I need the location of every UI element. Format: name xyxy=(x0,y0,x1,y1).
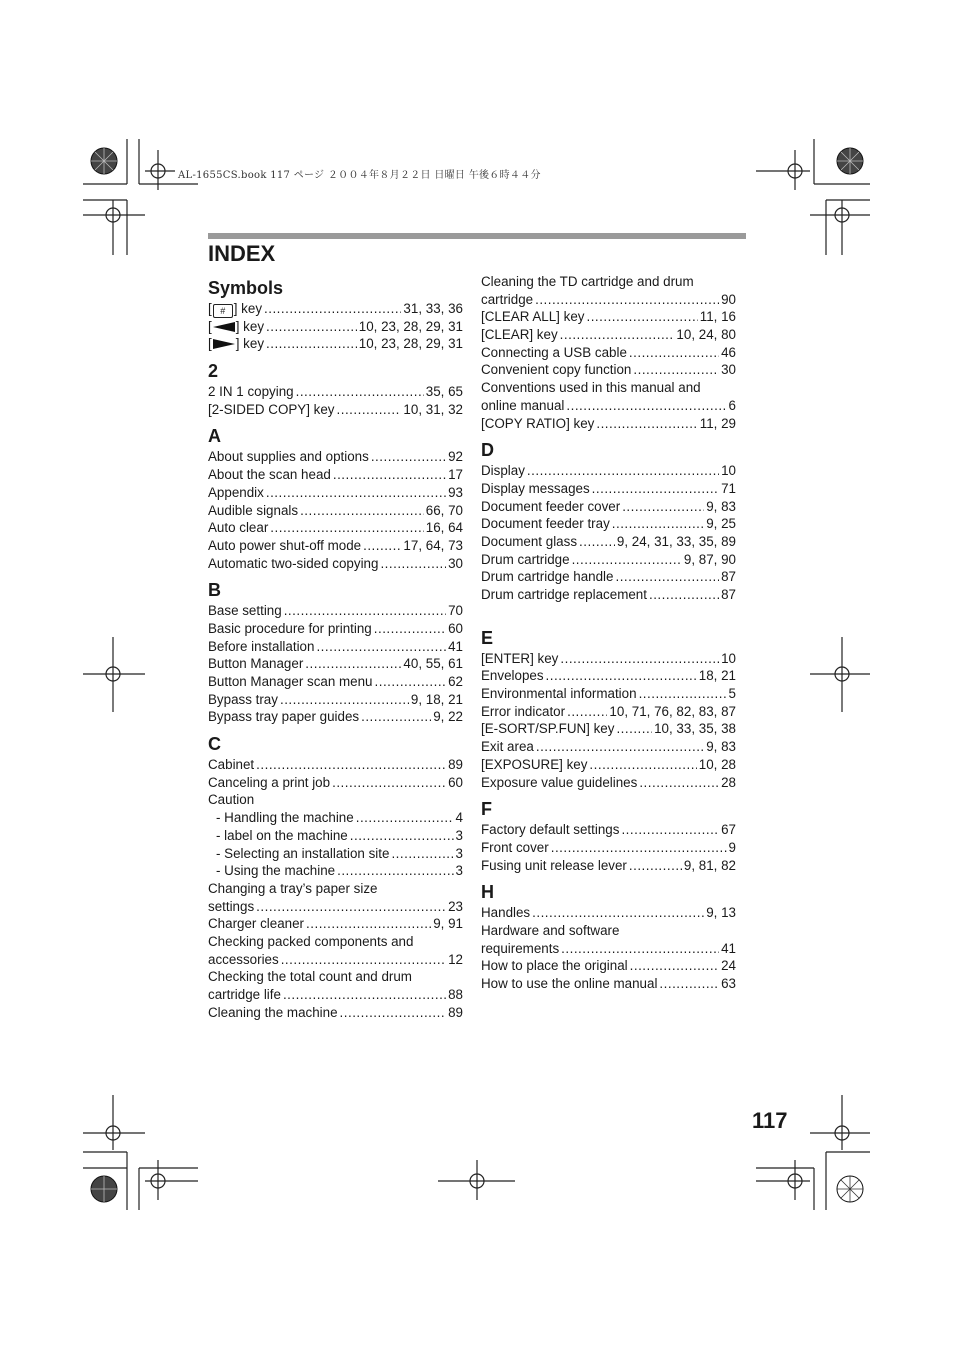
right-arrow-key-icon xyxy=(212,338,236,349)
index-entry: Display ..... 10 xyxy=(481,462,736,480)
section-h xyxy=(481,880,736,992)
section-a xyxy=(208,424,463,572)
index-entry: accessories ..... 12 xyxy=(208,951,463,969)
section-heading: Symbols xyxy=(208,278,284,298)
index-entry: How to place the original ..... 24 xyxy=(481,957,736,975)
index-entry: Basic procedure for printing ..... 60 xyxy=(208,620,463,638)
section-heading: B xyxy=(208,580,221,601)
index-entry: Automatic two-sided copying ..... 30 xyxy=(208,555,463,573)
title-rule xyxy=(208,233,746,239)
index-subentry: - Handling the machine ..... 4 xyxy=(208,809,463,827)
index-entry: About supplies and options ..... 92 xyxy=(208,448,463,466)
index-subentry: - label on the machine ..... 3 xyxy=(208,827,463,845)
index-entry: Convenient copy function ..... 30 xyxy=(481,361,736,379)
section-heading: C xyxy=(208,734,221,755)
index-entry: Exposure value guidelines ..... 28 xyxy=(481,774,736,792)
print-info-line: AL-1655CS.book 117 ページ ２００４年８月２２日 日曜日 午後６時４４分 xyxy=(178,170,541,181)
page-refs: 10, 23, 28, 29, 31 xyxy=(358,318,463,334)
section-d xyxy=(481,438,736,604)
left-arrow-key-icon xyxy=(212,321,236,332)
index-entry: cartridge life ..... 88 xyxy=(208,986,463,1004)
index-entry: Canceling a print job ..... 60 xyxy=(208,774,463,792)
page-refs: 10, 23, 28, 29, 31 xyxy=(358,336,463,352)
index-entry: [ ] key ..... 10, 23, 28, 29, 31 xyxy=(208,335,463,353)
index-entry: About the scan head ..... 17 xyxy=(208,466,463,484)
registration-rosette-icon xyxy=(91,148,863,1202)
index-entry: Display messages ..... 71 xyxy=(481,480,736,498)
page-number: 117 xyxy=(752,1108,788,1133)
index-entry: Factory default settings ..... 67 xyxy=(481,821,736,839)
index-entry: online manual ..... 6 xyxy=(481,397,736,415)
section-b xyxy=(208,578,463,726)
index-subentry: - Selecting an installation site ..... 3 xyxy=(208,845,463,863)
page-refs: 31, 33, 36 xyxy=(403,301,463,316)
index-entry-wrap: Cleaning the TD cartridge and drum xyxy=(481,274,694,289)
index-entry: [2-SIDED COPY] key ..... 10, 31, 32 xyxy=(208,401,463,419)
page-title: INDEX xyxy=(208,241,276,266)
section-heading: H xyxy=(481,882,494,903)
section-e xyxy=(481,626,736,792)
index-entry: [ENTER] key ..... 10 xyxy=(481,650,736,668)
section-heading: E xyxy=(481,627,494,648)
section-heading: F xyxy=(481,799,492,820)
index-entry: Envelopes ..... 18, 21 xyxy=(481,667,736,685)
index-entry: Auto power shut-off mode ..... 17, 64, 73 xyxy=(208,537,463,555)
index-entry: Document feeder cover ..... 9, 83 xyxy=(481,498,736,516)
index-entry: cartridge ..... 90 xyxy=(481,291,736,309)
index-entry-wrap: Hardware and software xyxy=(481,922,620,938)
index-entry: Before installation ..... 41 xyxy=(208,638,463,656)
index-entry: Fusing unit release lever ..... 9, 81, 82 xyxy=(481,857,736,875)
index-entry: settings ..... 23 xyxy=(208,898,463,916)
index-subentry: - Using the machine ..... 3 xyxy=(208,862,463,880)
index-entry: Bypass tray ..... 9, 18, 21 xyxy=(208,691,463,709)
index-entry: [ # ] key ..... 31, 33, 36 xyxy=(208,300,463,318)
section-symbols xyxy=(208,276,463,353)
index-entry: Bypass tray paper guides ..... 9, 22 xyxy=(208,708,463,726)
index-entry: How to use the online manual ..... 63 xyxy=(481,975,736,993)
index-entry: Exit area ..... 9, 83 xyxy=(481,738,736,756)
section-f xyxy=(481,797,736,874)
index-entry-wrap: Checking packed components and xyxy=(208,933,414,949)
index-entry: [CLEAR ALL] key ..... 11, 16 xyxy=(481,308,736,326)
index-entry: [ ] key ..... 10, 23, 28, 29, 31 xyxy=(208,318,463,336)
index-entry: Cabinet ..... 89 xyxy=(208,756,463,774)
index-entry: [E-SORT/SP.FUN] key ..... 10, 33, 35, 38 xyxy=(481,720,736,738)
index-entry: Cleaning the machine ..... 89 xyxy=(208,1004,463,1022)
index-entry-wrap: Checking the total count and drum xyxy=(208,969,412,985)
index-entry-caution: Caution xyxy=(208,792,255,808)
index-entry: Connecting a USB cable ..... 46 xyxy=(481,344,736,362)
index-column-left xyxy=(208,270,463,1021)
index-entry: Error indicator ..... 10, 71, 76, 82, 83, 87 xyxy=(481,703,736,721)
index-entry: Audible signals ..... 66, 70 xyxy=(208,502,463,520)
index-entry: 2 IN 1 copying ..... 35, 65 xyxy=(208,383,463,401)
index-entry: Document feeder tray ..... 9, 25 xyxy=(481,515,736,533)
index-entry: [CLEAR] key ..... 10, 24, 80 xyxy=(481,326,736,344)
index-entry: Button Manager ..... 40, 55, 61 xyxy=(208,655,463,673)
index-entry: Front cover ..... 9 xyxy=(481,839,736,857)
index-entry: [EXPOSURE] key ..... 10, 28 xyxy=(481,756,736,774)
index-entry-wrap: Changing a tray’s paper size xyxy=(208,880,378,896)
index-column-right xyxy=(481,270,736,993)
index-entry: Button Manager scan menu ..... 62 xyxy=(208,673,463,691)
index-entry: Appendix ..... 93 xyxy=(208,484,463,502)
index-entry: Auto clear ..... 16, 64 xyxy=(208,519,463,537)
section-heading: A xyxy=(208,426,221,447)
index-entry: Drum cartridge replacement ..... 87 xyxy=(481,586,736,604)
section-heading: D xyxy=(481,440,494,461)
index-entry: Document glass ..... 9, 24, 31, 33, 35, 89 xyxy=(481,533,736,551)
index-entry: Drum cartridge ..... 9, 87, 90 xyxy=(481,551,736,569)
index-entry: [COPY RATIO] key ..... 11, 29 xyxy=(481,415,736,433)
section-2 xyxy=(208,359,463,418)
index-entry: Environmental information ..... 5 xyxy=(481,685,736,703)
section-heading: 2 xyxy=(208,361,219,382)
index-entry-wrap: Conventions used in this manual and xyxy=(481,380,701,396)
section-c-continued xyxy=(481,273,736,432)
section-c xyxy=(208,732,463,1021)
index-entry: Base setting ..... 70 xyxy=(208,602,463,620)
hash-key-icon: # xyxy=(213,304,233,318)
index-entry: requirements ..... 41 xyxy=(481,940,736,958)
index-entry: Charger cleaner ..... 9, 91 xyxy=(208,915,463,933)
index-entry: Drum cartridge handle ..... 87 xyxy=(481,568,736,586)
index-entry: Handles ..... 9, 13 xyxy=(481,904,736,922)
